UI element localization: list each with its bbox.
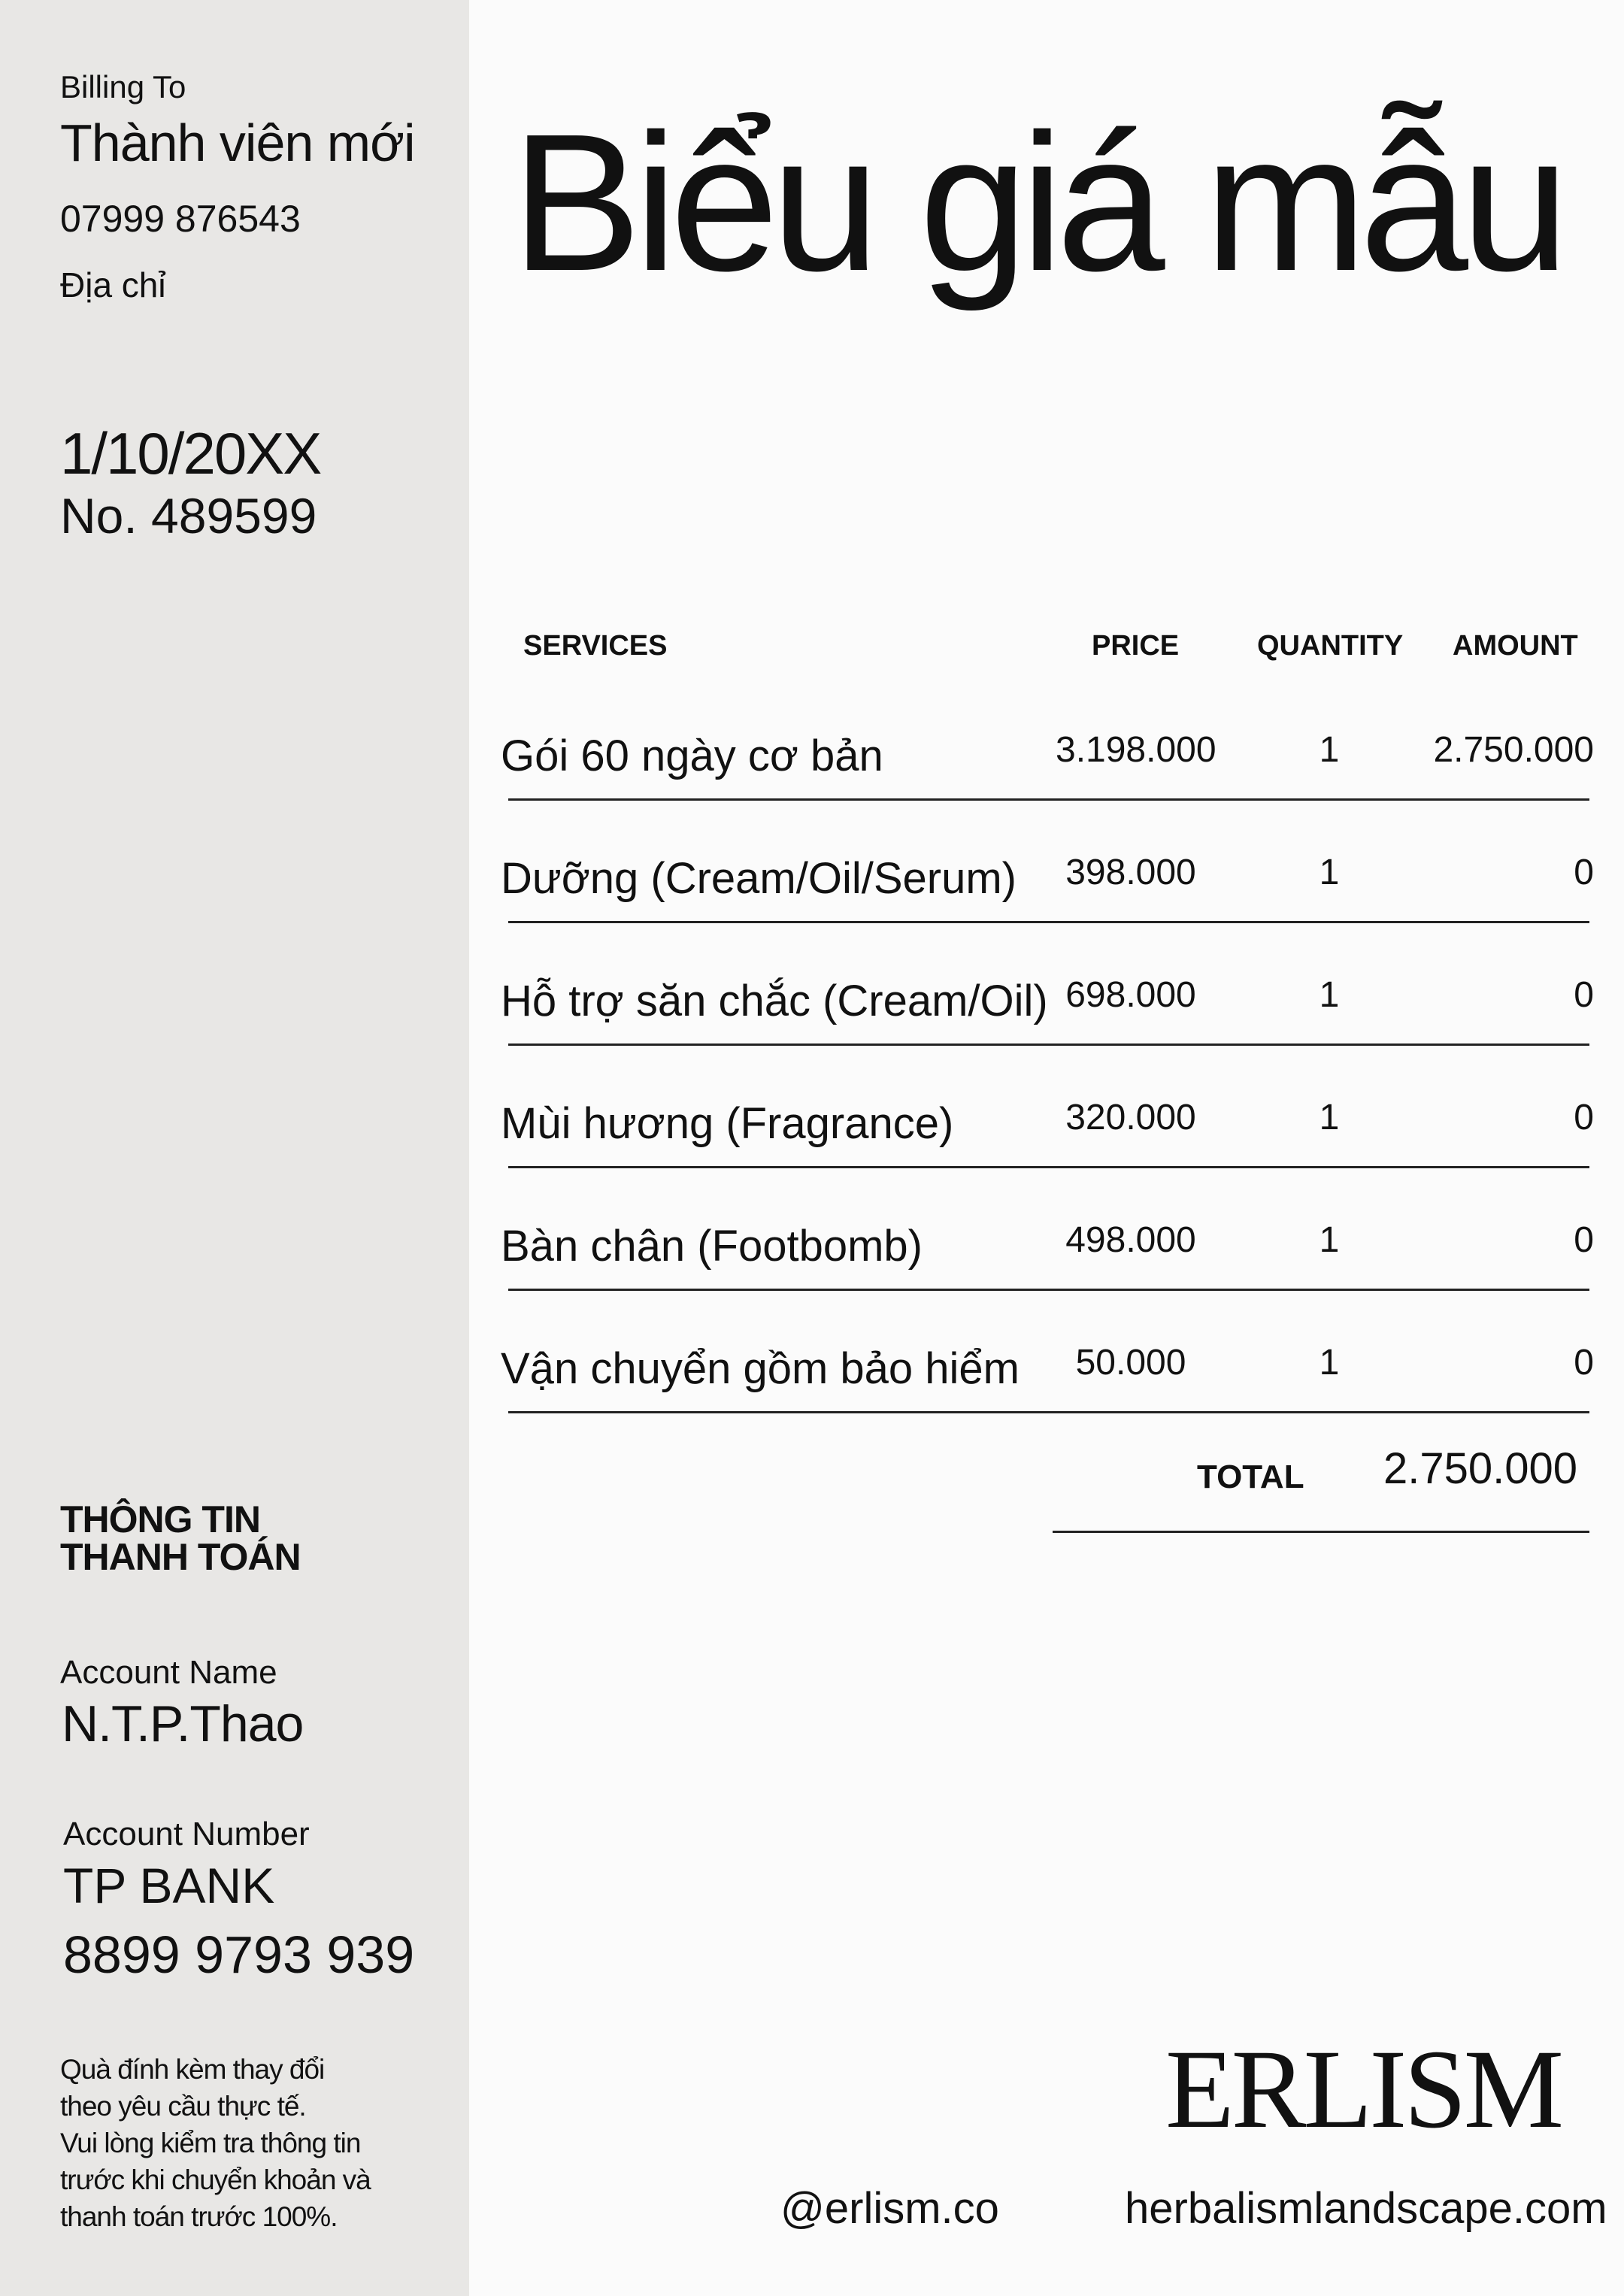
header-quantity: QUANTITY: [1257, 630, 1404, 662]
service-amount: 0: [1574, 1343, 1594, 1383]
social-handle: @erlism.co: [780, 2184, 999, 2233]
service-quantity: 1: [1319, 975, 1340, 1015]
service-price: 498.000: [1065, 1220, 1196, 1260]
service-name: Dưỡng (Cream/Oil/Serum): [501, 854, 1017, 903]
service-price: 50.000: [1075, 1343, 1186, 1383]
table-row: [0, 813, 1624, 935]
bank-name: TP BANK: [63, 1858, 275, 1913]
row-divider: [508, 1166, 1589, 1168]
row-divider: [508, 1043, 1589, 1046]
account-name-label: Account Name: [60, 1654, 277, 1691]
service-amount: 2.750.000: [1433, 730, 1594, 770]
service-price: 320.000: [1065, 1098, 1196, 1137]
header-amount: AMOUNT: [1453, 630, 1578, 662]
invoice-number: No. 489599: [60, 488, 317, 544]
service-quantity: 1: [1319, 1098, 1340, 1137]
payment-info-title: [60, 1498, 301, 1578]
row-divider: [508, 798, 1589, 801]
service-name: Mùi hương (Fragrance): [501, 1099, 954, 1148]
service-price: 3.198.000: [1056, 730, 1216, 770]
table-row: [0, 935, 1624, 1058]
account-number-label: Account Number: [63, 1816, 310, 1852]
website-link: herbalismlandscape.com: [1125, 2184, 1607, 2233]
billing-label: Billing To: [60, 69, 186, 105]
service-amount: 0: [1574, 853, 1594, 892]
table-row: [0, 1180, 1624, 1303]
table-row: [0, 690, 1624, 813]
service-quantity: 1: [1319, 730, 1340, 770]
account-name: N.T.P.Thao: [62, 1695, 304, 1752]
service-name: Hỗ trợ săn chắc (Cream/Oil): [501, 977, 1048, 1025]
service-amount: 0: [1574, 975, 1594, 1015]
header-services: SERVICES: [523, 630, 668, 662]
total-divider: [1053, 1531, 1589, 1533]
total-label: TOTAL: [1197, 1458, 1304, 1495]
header-price: PRICE: [1092, 630, 1180, 662]
table-row: [0, 1058, 1624, 1180]
row-divider: [508, 921, 1589, 923]
service-quantity: 1: [1319, 1220, 1340, 1260]
total-value: 2.750.000: [1383, 1444, 1578, 1493]
service-quantity: 1: [1319, 853, 1340, 892]
page-title: Biểu giá mẫu: [511, 94, 1562, 312]
table-row: [0, 1303, 1624, 1425]
account-number: 8899 9793 939: [63, 1925, 415, 1984]
service-price: 698.000: [1065, 975, 1196, 1015]
service-name: Gói 60 ngày cơ bản: [501, 732, 883, 780]
service-quantity: 1: [1319, 1343, 1340, 1383]
service-price: 398.000: [1065, 853, 1196, 892]
brand-logo: ERLISM: [1165, 2027, 1562, 2152]
payment-info-title-text: THÔNG TIN THANH TOÁN: [60, 1498, 301, 1578]
billing-name: Thành viên mới: [60, 114, 415, 172]
service-amount: 0: [1574, 1098, 1594, 1137]
billing-phone: 07999 876543: [60, 198, 301, 240]
service-amount: 0: [1574, 1220, 1594, 1260]
row-divider: [508, 1411, 1589, 1413]
service-name: Bàn chân (Footbomb): [501, 1222, 923, 1271]
service-name: Vận chuyển gồm bảo hiểm: [501, 1344, 1020, 1393]
invoice-date: 1/10/20XX: [60, 420, 321, 486]
payment-note: Quà đính kèm thay đổi theo yêu cầu thực tế. Vui lòng kiểm tra thông tin trước khi chuyển khoản và thanh toán trước 100%.: [60, 2054, 371, 2232]
billing-address: Địa chỉ: [60, 265, 166, 304]
row-divider: [508, 1289, 1589, 1291]
